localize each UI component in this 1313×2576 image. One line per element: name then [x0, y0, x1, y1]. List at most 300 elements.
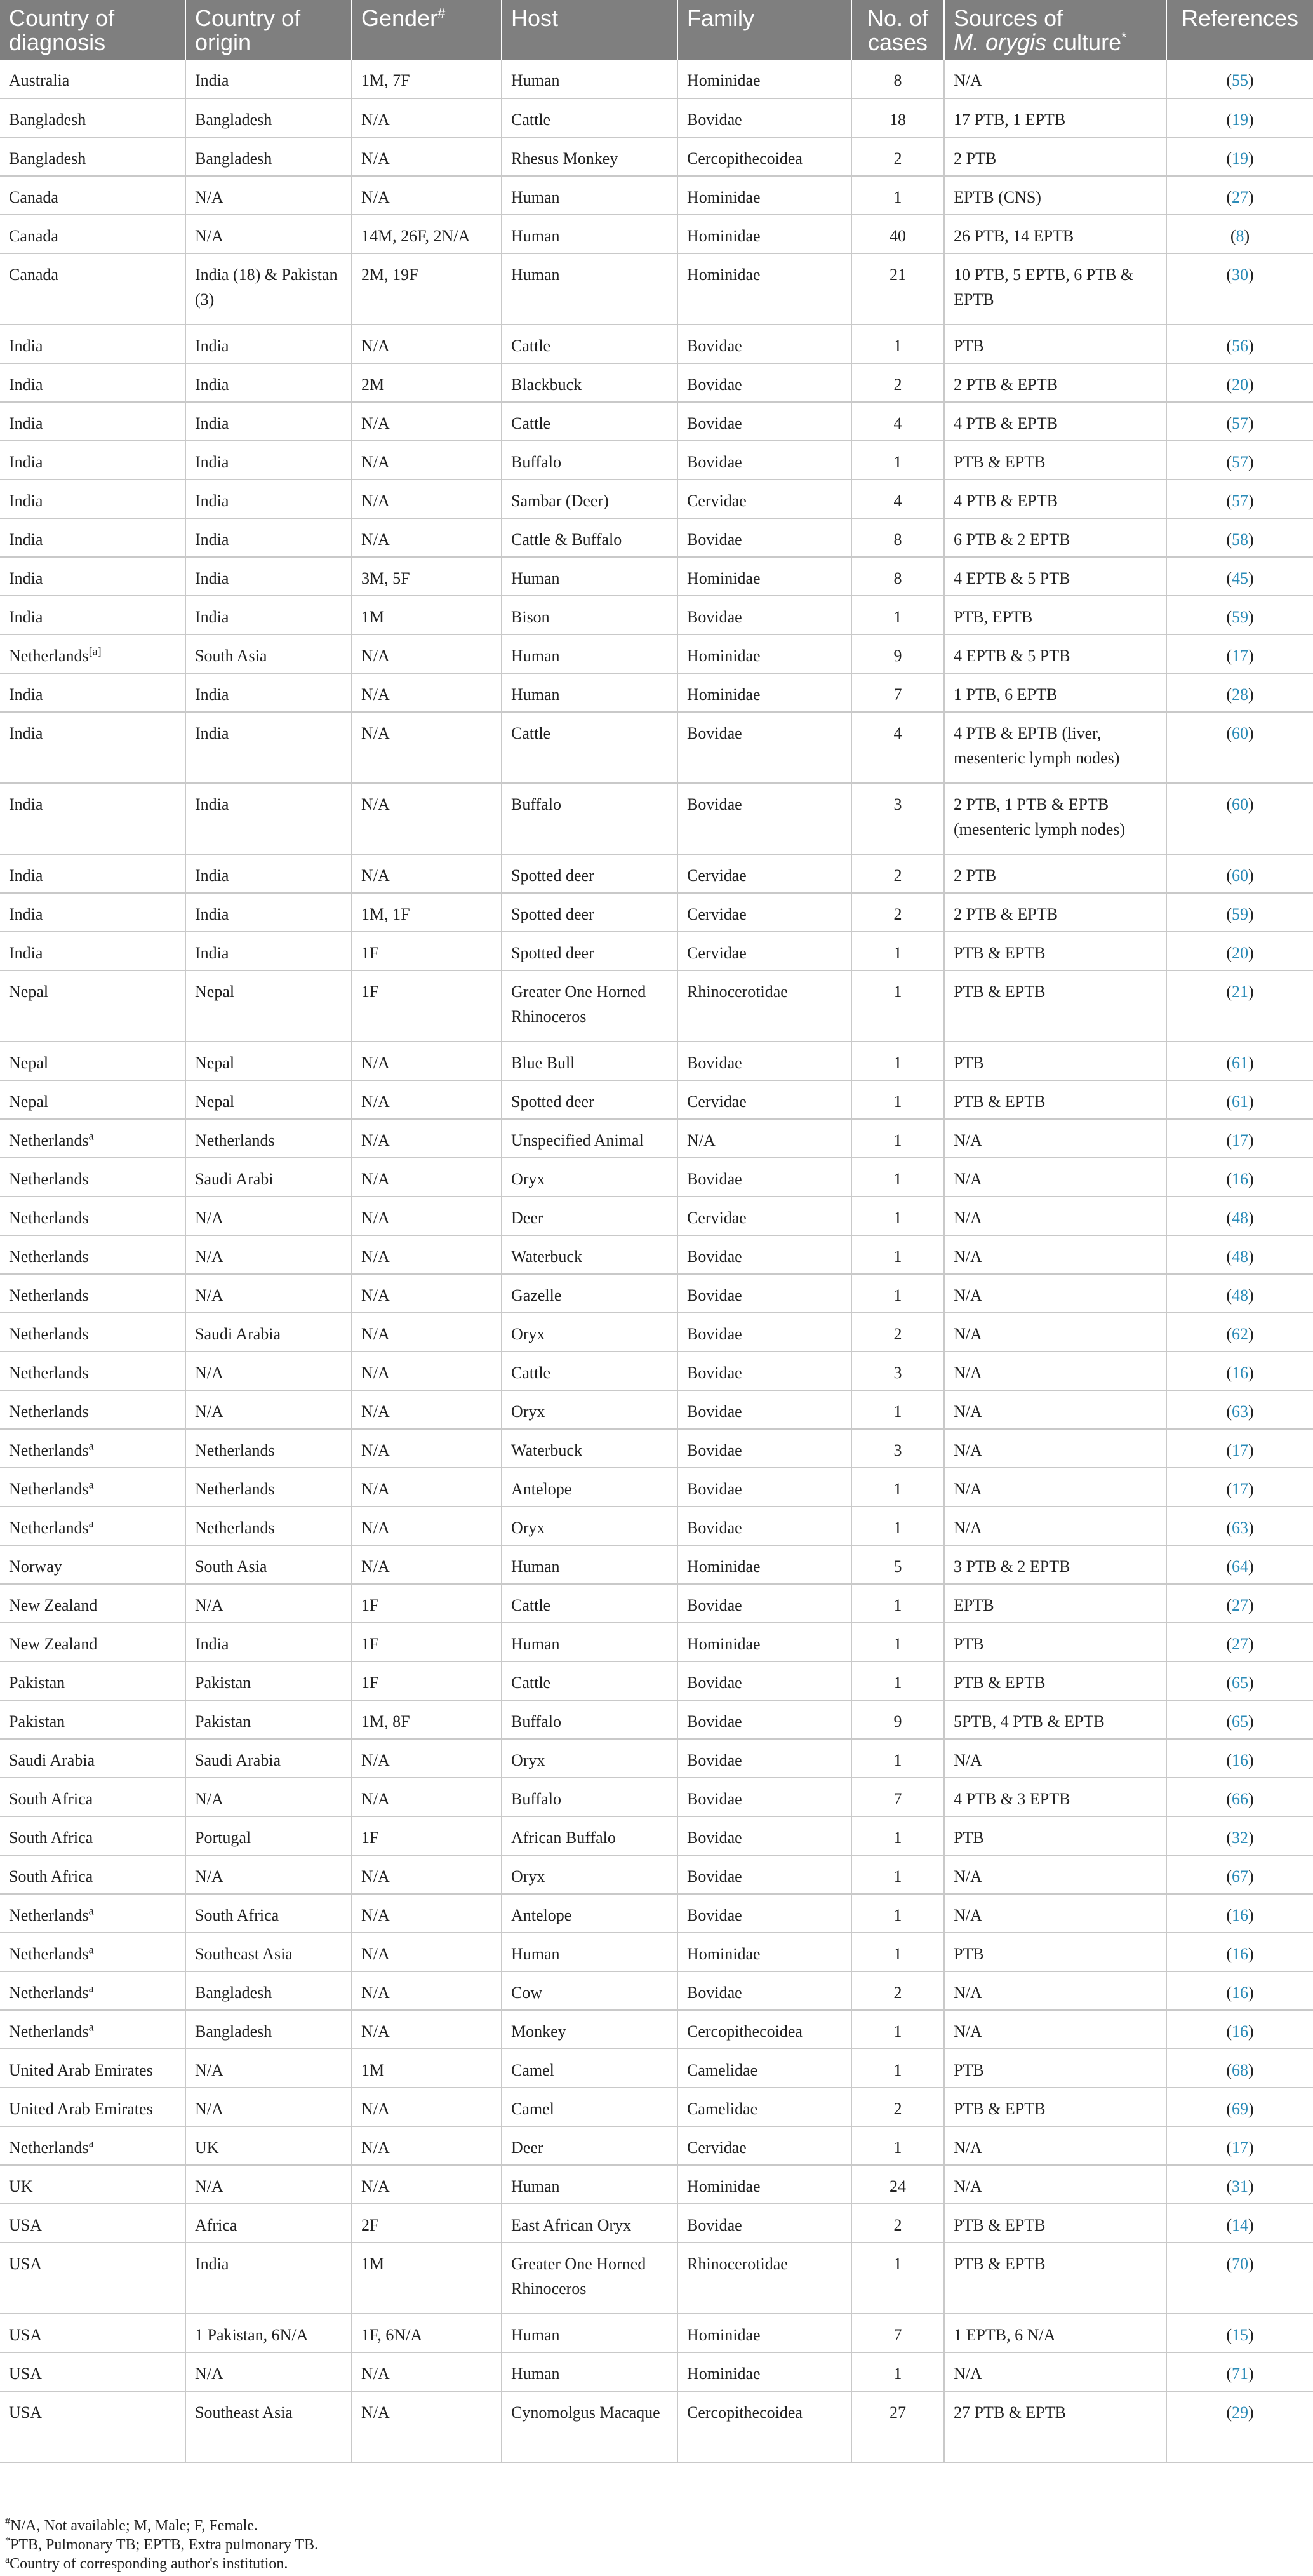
cell-country-of-origin [185, 783, 352, 854]
cell-host [502, 1971, 677, 2010]
ref-close-paren: ) [1248, 1867, 1254, 1886]
header-sources-species: M. orygis [954, 29, 1047, 55]
table-row [0, 970, 1313, 1042]
reference-link[interactable]: 45 [1232, 569, 1248, 587]
ref-close-paren: ) [1248, 1480, 1254, 1498]
cell-family [677, 1390, 851, 1429]
reference-link[interactable]: 59 [1232, 905, 1248, 923]
cell-country-of-diagnosis [0, 1274, 185, 1313]
reference-link[interactable]: 27 [1232, 1635, 1248, 1653]
cell-family [677, 783, 851, 854]
cell-no-of-cases [851, 1700, 944, 1739]
cell-origin-text: India [195, 453, 229, 471]
cell-host-text: Monkey [511, 2022, 566, 2041]
cell-diagnosis-text: Nepal [9, 983, 49, 1001]
header-references: References [1166, 0, 1313, 60]
cell-family-text: Hominidae [687, 2365, 761, 2383]
cell-country-of-origin [185, 60, 352, 98]
cell-country-of-diagnosis [0, 783, 185, 854]
cell-diagnosis-mark: [a] [88, 645, 102, 658]
reference-link[interactable]: 68 [1232, 2061, 1248, 2079]
cell-no-of-cases [851, 712, 944, 783]
cell-country-of-origin [185, 2126, 352, 2165]
reference-link[interactable]: 48 [1232, 1286, 1248, 1305]
reference-link[interactable]: 57 [1232, 453, 1248, 471]
cell-cases-text: 1 [893, 1170, 902, 1188]
cell-sources-text: 2 PTB, 1 PTB & EPTB (mesenteric lymph nodes) [954, 795, 1126, 838]
reference-link[interactable]: 60 [1232, 795, 1248, 814]
cell-family [677, 2049, 851, 2088]
ref-open-paren: ( [1226, 2326, 1232, 2344]
reference-link[interactable]: 16 [1232, 1945, 1248, 1963]
reference-link[interactable]: 17 [1232, 2138, 1248, 2157]
cell-no-of-cases [851, 215, 944, 253]
cell-diagnosis-text: Netherlands [9, 1906, 89, 1924]
reference-link[interactable]: 67 [1232, 1867, 1248, 1886]
cell-country-of-diagnosis [0, 932, 185, 970]
cell-reference [1166, 480, 1313, 518]
cell-gender [352, 1197, 502, 1235]
cell-host-text: East African Oryx [511, 2216, 632, 2234]
ref-close-paren: ) [1248, 453, 1254, 471]
reference-link[interactable]: 27 [1232, 1596, 1248, 1614]
cell-sources-text: PTB & EPTB [954, 944, 1046, 962]
cell-sources-text: N/A [954, 1441, 982, 1459]
cell-no-of-cases [851, 1933, 944, 1971]
reference-link[interactable]: 32 [1232, 1828, 1248, 1847]
cell-reference [1166, 712, 1313, 783]
cell-diagnosis-mark: a [88, 1517, 94, 1530]
cell-country-of-diagnosis [0, 854, 185, 893]
cell-family [677, 634, 851, 673]
reference-link[interactable]: 65 [1232, 1674, 1248, 1692]
cell-family-text: N/A [687, 1131, 716, 1150]
cell-sources [944, 2204, 1166, 2243]
cell-family-text: Bovidae [687, 608, 742, 626]
cell-gender [352, 215, 502, 253]
cell-no-of-cases [851, 176, 944, 215]
cell-host-text: Cattle [511, 1364, 551, 1382]
cell-sources-text: N/A [954, 2138, 982, 2157]
reference-link[interactable]: 28 [1232, 685, 1248, 704]
cell-diagnosis-text: Canada [9, 188, 58, 206]
cell-gender [352, 970, 502, 1042]
cell-sources-text: PTB [954, 337, 984, 355]
cell-country-of-origin [185, 893, 352, 932]
table-row [0, 932, 1313, 970]
cell-host-text: Cattle & Buffalo [511, 530, 622, 549]
cell-gender-text: 1M [361, 608, 385, 626]
cell-no-of-cases [851, 1468, 944, 1506]
cell-country-of-diagnosis [0, 1971, 185, 2010]
ref-open-paren: ( [1226, 530, 1232, 549]
ref-open-paren: ( [1226, 149, 1232, 168]
cell-origin-text: India (18) & Pakistan (3) [195, 265, 338, 309]
cell-host-text: Cattle [511, 414, 551, 433]
cell-host-text: Cattle [511, 724, 551, 742]
cell-gender-text: N/A [361, 1867, 390, 1886]
reference-link[interactable]: 16 [1232, 1364, 1248, 1382]
cell-family-text: Bovidae [687, 111, 742, 129]
cell-cases-text: 3 [893, 1441, 902, 1459]
header-gender-label: Gender [361, 5, 438, 31]
cell-cases-text: 40 [890, 227, 906, 245]
ref-close-paren: ) [1248, 265, 1254, 284]
reference-link[interactable]: 16 [1232, 1751, 1248, 1769]
ref-open-paren: ( [1226, 188, 1232, 206]
table-row [0, 1623, 1313, 1661]
reference-link[interactable]: 27 [1232, 188, 1248, 206]
cell-host [502, 1584, 677, 1623]
reference-link[interactable]: 56 [1232, 337, 1248, 355]
cell-gender-text: N/A [361, 492, 390, 510]
cell-family-text: Hominidae [687, 569, 761, 587]
cell-sources [944, 712, 1166, 783]
cell-gender [352, 2049, 502, 2088]
reference-link[interactable]: 58 [1232, 530, 1248, 549]
cell-gender-text: 2M [361, 375, 385, 394]
cell-family [677, 325, 851, 363]
reference-link[interactable]: 16 [1232, 1906, 1248, 1924]
cell-family [677, 402, 851, 441]
table-row [0, 2088, 1313, 2126]
cell-family [677, 557, 851, 596]
cell-cases-text: 1 [893, 1635, 902, 1653]
cell-no-of-cases [851, 1080, 944, 1119]
cell-host [502, 1623, 677, 1661]
reference-link[interactable]: 48 [1232, 1247, 1248, 1266]
cell-no-of-cases [851, 893, 944, 932]
cell-gender [352, 98, 502, 137]
cell-cases-text: 4 [893, 724, 902, 742]
reference-link[interactable]: 60 [1232, 724, 1248, 742]
reference-link[interactable]: 63 [1232, 1519, 1248, 1537]
reference-link[interactable]: 70 [1232, 2255, 1248, 2273]
reference-link[interactable]: 8 [1236, 227, 1244, 245]
cell-reference [1166, 137, 1313, 176]
ref-open-paren: ( [1226, 1867, 1232, 1886]
reference-link[interactable]: 63 [1232, 1402, 1248, 1421]
cell-sources-text: PTB [954, 1828, 984, 1847]
table-row [0, 1080, 1313, 1119]
reference-link[interactable]: 19 [1232, 111, 1248, 129]
ref-open-paren: ( [1226, 492, 1232, 510]
reference-link[interactable]: 19 [1232, 149, 1248, 168]
cell-reference [1166, 1429, 1313, 1468]
cell-diagnosis-text: South Africa [9, 1867, 93, 1886]
cell-no-of-cases [851, 253, 944, 325]
cell-country-of-diagnosis [0, 480, 185, 518]
cell-country-of-diagnosis [0, 402, 185, 441]
reference-link[interactable]: 66 [1232, 1790, 1248, 1808]
cell-family-text: Cervidae [687, 1209, 747, 1227]
header-gender [352, 0, 502, 60]
ref-close-paren: ) [1248, 983, 1254, 1001]
reference-link[interactable]: 57 [1232, 492, 1248, 510]
header-no-of-cases: No. of cases [851, 0, 944, 60]
cell-host [502, 402, 677, 441]
cell-gender [352, 1468, 502, 1506]
cell-country-of-origin [185, 215, 352, 253]
ref-open-paren: ( [1226, 647, 1232, 665]
cell-gender-text: N/A [361, 1480, 390, 1498]
cell-origin-text: N/A [195, 1209, 223, 1227]
cell-host-text: Cattle [511, 1674, 551, 1692]
cell-gender-text: N/A [361, 1286, 390, 1305]
cell-gender-text: N/A [361, 1402, 390, 1421]
cell-host [502, 2010, 677, 2049]
cell-origin-text: India [195, 724, 229, 742]
ref-close-paren: ) [1248, 944, 1254, 962]
cell-family-text: Bovidae [687, 1480, 742, 1498]
cell-country-of-diagnosis [0, 137, 185, 176]
reference-link[interactable]: 64 [1232, 1557, 1248, 1576]
cell-origin-text: South Asia [195, 647, 267, 665]
cell-cases-text: 1 [893, 1402, 902, 1421]
cell-family-text: Hominidae [687, 1557, 761, 1576]
cell-host [502, 363, 677, 402]
cell-diagnosis-text: Netherlands [9, 1402, 89, 1421]
cell-diagnosis-text: USA [9, 2255, 43, 2273]
reference-link[interactable]: 16 [1232, 2022, 1248, 2041]
cell-sources [944, 1661, 1166, 1700]
cell-gender [352, 1313, 502, 1352]
reference-link[interactable]: 20 [1232, 944, 1248, 962]
reference-link[interactable]: 60 [1232, 866, 1248, 885]
cell-country-of-origin [185, 480, 352, 518]
reference-link[interactable]: 65 [1232, 1712, 1248, 1731]
reference-link[interactable]: 61 [1232, 1054, 1248, 1072]
ref-close-paren: ) [1248, 1170, 1254, 1188]
cell-cases-text: 2 [893, 375, 902, 394]
cell-country-of-diagnosis [0, 1197, 185, 1235]
cell-host-text: Buffalo [511, 1712, 561, 1731]
cell-family [677, 176, 851, 215]
cell-reference [1166, 1933, 1313, 1971]
cell-host [502, 2204, 677, 2243]
ref-close-paren: ) [1248, 1364, 1254, 1382]
cell-diagnosis-text: India [9, 530, 43, 549]
cell-family [677, 2165, 851, 2204]
cell-country-of-origin [185, 2088, 352, 2126]
reference-link[interactable]: 16 [1232, 1983, 1248, 2002]
reference-link[interactable]: 17 [1232, 1480, 1248, 1498]
reference-link[interactable]: 17 [1232, 1441, 1248, 1459]
cell-country-of-origin [185, 1119, 352, 1158]
cell-family-text: Hominidae [687, 188, 761, 206]
cell-sources [944, 1390, 1166, 1429]
cell-gender-text: N/A [361, 2403, 390, 2422]
cell-origin-text: India [195, 944, 229, 962]
cell-sources [944, 2088, 1166, 2126]
cell-country-of-diagnosis [0, 1158, 185, 1197]
cell-sources [944, 893, 1166, 932]
reference-link[interactable]: 14 [1232, 2216, 1248, 2234]
reference-link[interactable]: 61 [1232, 1092, 1248, 1111]
ref-open-paren: ( [1226, 1364, 1232, 1382]
cell-diagnosis-text: New Zealand [9, 1596, 98, 1614]
cell-sources-text: N/A [954, 1325, 982, 1343]
cell-country-of-diagnosis [0, 1739, 185, 1778]
cell-reference [1166, 1313, 1313, 1352]
cell-origin-text: Bangladesh [195, 149, 272, 168]
table-row [0, 2010, 1313, 2049]
table-row [0, 1545, 1313, 1584]
cell-host [502, 325, 677, 363]
cell-diagnosis-text: United Arab Emirates [9, 2061, 153, 2079]
reference-link[interactable]: 29 [1232, 2403, 1248, 2422]
cell-country-of-origin [185, 1429, 352, 1468]
cell-no-of-cases [851, 2088, 944, 2126]
reference-link[interactable]: 21 [1232, 983, 1248, 1001]
cell-host-text: Gazelle [511, 1286, 562, 1305]
cell-host [502, 854, 677, 893]
cell-host [502, 1352, 677, 1390]
cell-reference [1166, 363, 1313, 402]
cell-sources-text: PTB & EPTB [954, 2216, 1046, 2234]
cell-cases-text: 21 [890, 265, 906, 284]
cell-origin-text: South Africa [195, 1906, 279, 1924]
cell-country-of-diagnosis [0, 2010, 185, 2049]
ref-open-paren: ( [1226, 1983, 1232, 2002]
reference-link[interactable]: 17 [1232, 647, 1248, 665]
cell-diagnosis-mark: a [88, 1439, 94, 1452]
cell-gender-text: N/A [361, 1441, 390, 1459]
cell-country-of-origin [185, 1506, 352, 1545]
cell-gender [352, 932, 502, 970]
cell-gender-text: N/A [361, 1519, 390, 1537]
cell-reference [1166, 98, 1313, 137]
reference-link[interactable]: 57 [1232, 414, 1248, 433]
ref-close-paren: ) [1248, 569, 1254, 587]
cell-gender [352, 2165, 502, 2204]
cell-gender [352, 480, 502, 518]
cell-gender-text: 1F, 6N/A [361, 2326, 423, 2344]
cell-gender [352, 60, 502, 98]
cell-reference [1166, 673, 1313, 712]
cell-gender-text: N/A [361, 2100, 390, 2118]
cell-gender [352, 2010, 502, 2049]
cell-gender [352, 783, 502, 854]
reference-link[interactable]: 16 [1232, 1170, 1248, 1188]
table-row [0, 402, 1313, 441]
cell-gender-text: N/A [361, 1364, 390, 1382]
cell-reference [1166, 596, 1313, 634]
cell-sources [944, 1080, 1166, 1119]
cell-origin-text: India [195, 905, 229, 923]
cell-country-of-diagnosis [0, 215, 185, 253]
cell-host-text: Blackbuck [511, 375, 582, 394]
cell-host-text: Spotted deer [511, 1092, 594, 1111]
cell-diagnosis-text: Netherlands [9, 647, 89, 665]
cell-host-text: Greater One Horned Rhinoceros [511, 2255, 646, 2298]
cell-gender [352, 1739, 502, 1778]
cell-no-of-cases [851, 596, 944, 634]
cell-gender-text: 1M, 7F [361, 71, 410, 90]
reference-link[interactable]: 15 [1232, 2326, 1248, 2344]
cell-family-text: Cercopithecoidea [687, 2403, 803, 2422]
cell-country-of-diagnosis [0, 712, 185, 783]
cell-host [502, 970, 677, 1042]
cell-sources-text: 2 PTB [954, 866, 997, 885]
cell-country-of-origin [185, 1971, 352, 2010]
cell-reference [1166, 557, 1313, 596]
reference-link[interactable]: 71 [1232, 2365, 1248, 2383]
cell-cases-text: 1 [893, 1131, 902, 1150]
cell-origin-text: Saudi Arabia [195, 1325, 281, 1343]
ref-open-paren: ( [1226, 111, 1232, 129]
reference-link[interactable]: 48 [1232, 1209, 1248, 1227]
cell-no-of-cases [851, 1352, 944, 1390]
ref-open-paren: ( [1226, 1209, 1232, 1227]
cell-diagnosis-text: Pakistan [9, 1712, 65, 1731]
cell-gender [352, 1429, 502, 1468]
reference-link[interactable]: 17 [1232, 1131, 1248, 1150]
cell-no-of-cases [851, 2049, 944, 2088]
table-row [0, 712, 1313, 783]
cell-sources [944, 970, 1166, 1042]
table-row [0, 1313, 1313, 1352]
table-row [0, 1739, 1313, 1778]
table-row [0, 1971, 1313, 2010]
cell-country-of-origin [185, 1313, 352, 1352]
cell-gender [352, 893, 502, 932]
cell-host [502, 137, 677, 176]
reference-link[interactable]: 62 [1232, 1325, 1248, 1343]
footnote-mark: a [5, 2554, 10, 2565]
cell-country-of-diagnosis [0, 1778, 185, 1816]
cell-no-of-cases [851, 557, 944, 596]
cell-sources [944, 2314, 1166, 2352]
table-footnotes [5, 2516, 1307, 2573]
cell-country-of-diagnosis [0, 1545, 185, 1584]
cell-country-of-origin [185, 2165, 352, 2204]
cell-reference [1166, 176, 1313, 215]
cell-diagnosis-text: Netherlands [9, 1983, 89, 2002]
table-row [0, 596, 1313, 634]
reference-link[interactable]: 69 [1232, 2100, 1248, 2118]
cell-family-text: Bovidae [687, 530, 742, 549]
cell-family-text: Bovidae [687, 1867, 742, 1886]
reference-link[interactable]: 55 [1232, 71, 1248, 90]
cell-diagnosis-text: Netherlands [9, 2022, 89, 2041]
reference-link[interactable]: 30 [1232, 265, 1248, 284]
header-sources-rest: culture [1046, 29, 1122, 55]
cell-country-of-diagnosis [0, 363, 185, 402]
cell-reference [1166, 253, 1313, 325]
cell-country-of-diagnosis [0, 2049, 185, 2088]
reference-link[interactable]: 20 [1232, 375, 1248, 394]
cell-gender [352, 2126, 502, 2165]
cell-diagnosis-text: Netherlands [9, 1170, 89, 1188]
reference-link[interactable]: 31 [1232, 2177, 1248, 2196]
ref-open-paren: ( [1226, 1441, 1232, 1459]
cell-diagnosis-text: USA [9, 2403, 43, 2422]
cell-origin-text: N/A [195, 227, 223, 245]
cell-family-text: Cercopithecoidea [687, 149, 803, 168]
cell-family-text: Hominidae [687, 2177, 761, 2196]
cell-sources [944, 1042, 1166, 1080]
ref-close-paren: ) [1248, 414, 1254, 433]
ref-close-paren: ) [1248, 724, 1254, 742]
cell-host-text: Antelope [511, 1480, 572, 1498]
cell-sources-text: 2 PTB [954, 149, 997, 168]
cell-country-of-origin [185, 325, 352, 363]
cell-sources-text: N/A [954, 1209, 982, 1227]
cell-gender [352, 253, 502, 325]
reference-link[interactable]: 59 [1232, 608, 1248, 626]
cell-country-of-diagnosis [0, 2352, 185, 2391]
